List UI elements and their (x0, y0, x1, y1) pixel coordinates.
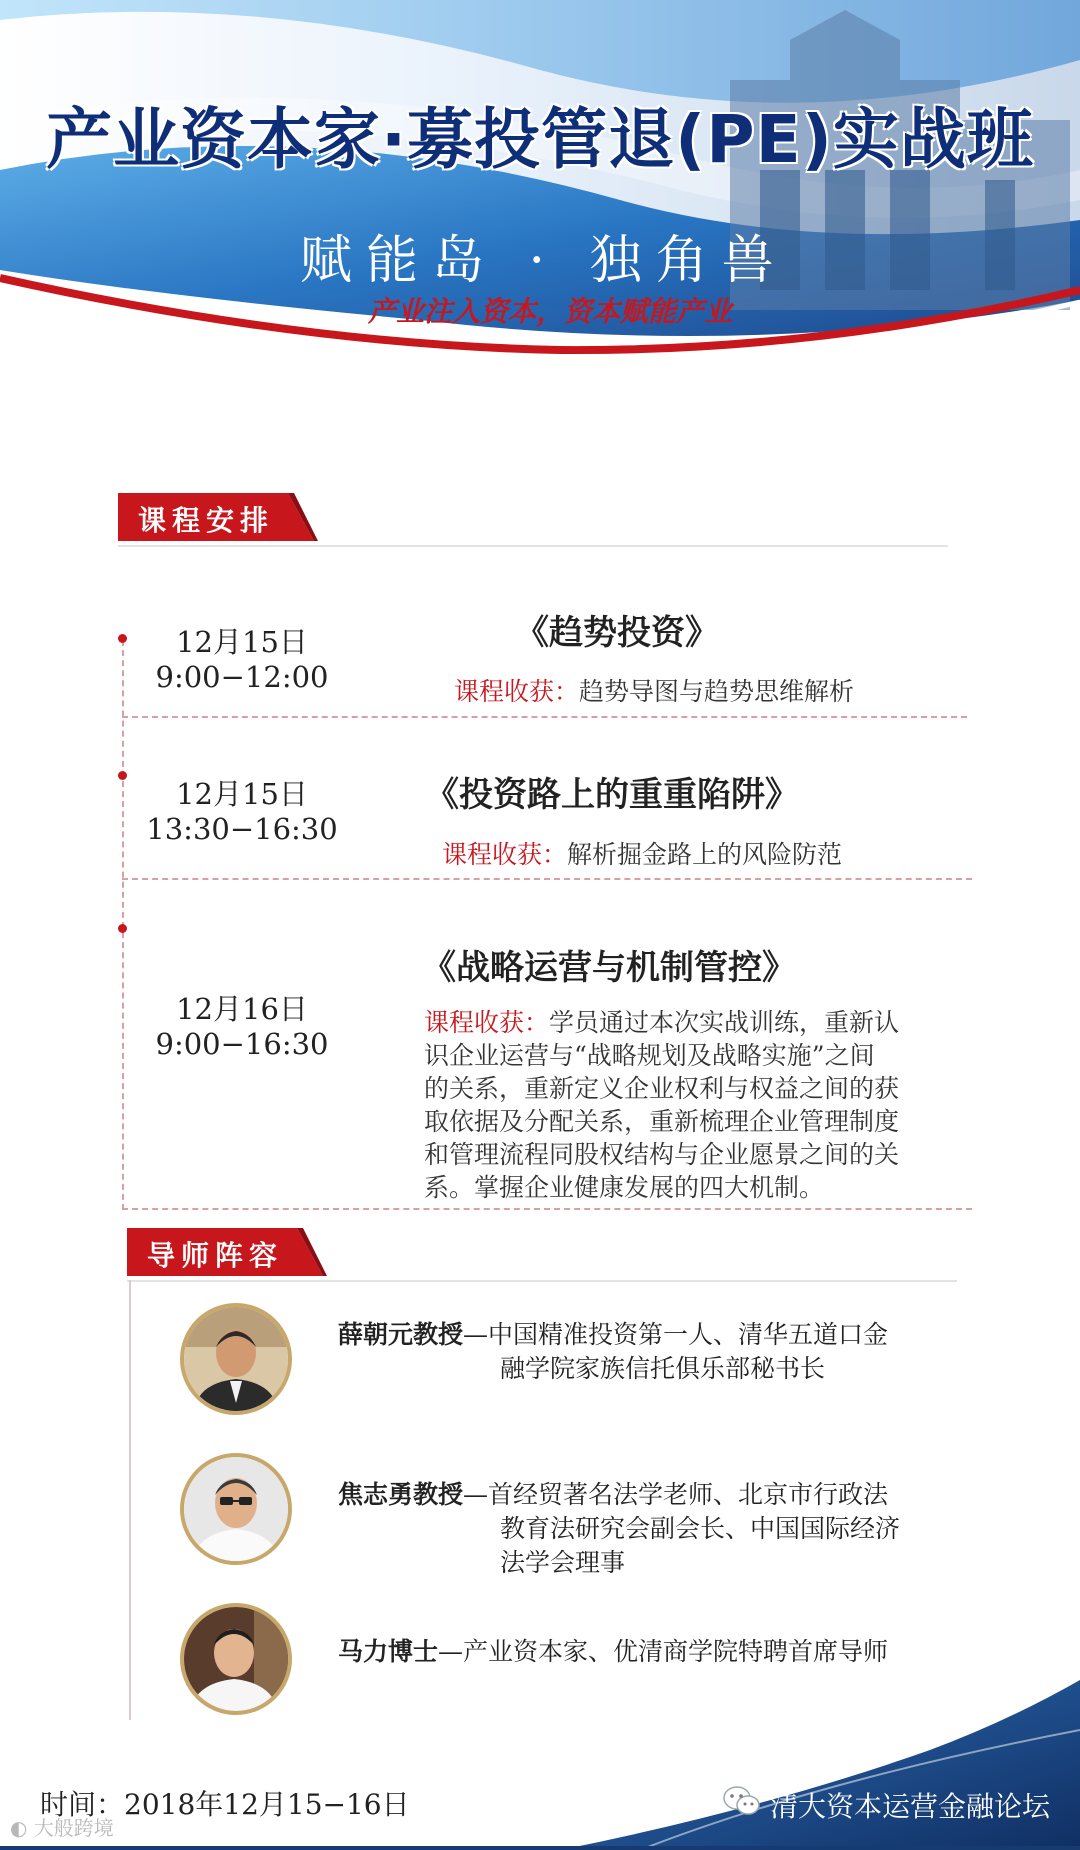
teacher-title: —产业资本家、优清商学院特聘首席导师 (438, 1637, 889, 1666)
session-time: 9:00−12:00 (155, 660, 329, 694)
teacher-title: —首经贸著名法学老师、北京市行政法 (463, 1480, 889, 1509)
banner-slogan: 产业注入资本，资本赋能产业 (367, 295, 732, 328)
session-gain (442, 835, 842, 871)
section-divider (127, 1280, 957, 1282)
event-time: 时间：2018年12月15−16日 (40, 1788, 410, 1821)
desc-line: 系。掌握企业健康发展的四大机制。 (424, 1173, 825, 1202)
session-date: 12月16日 (176, 992, 308, 1026)
banner-subtitle: 赋能岛 · 独角兽 (300, 231, 788, 291)
teacher-name: 焦志勇教授 (338, 1480, 464, 1509)
avatar-icon (180, 1303, 292, 1415)
watermark-logo-icon: ◐ (10, 1816, 34, 1840)
teacher-title-cont: 教育法研究会副会长、中国国际经济 (500, 1514, 901, 1543)
teacher-title-cont: 融学院家族信托俱乐部秘书长 (500, 1354, 826, 1383)
teacher-title: —中国精准投资第一人、清华五道口金 (463, 1320, 889, 1349)
section-tag-schedule (118, 493, 318, 541)
desc-line: 的关系，重新定义企业权利与权益之间的获 (424, 1074, 900, 1103)
session-title: 《战略运营与机制管控》 (422, 948, 796, 988)
teacher-2 (338, 1478, 888, 1512)
session-date: 12月15日 (176, 625, 308, 659)
desc-line: 取依据及分配关系，重新梳理企业管理制度 (424, 1107, 900, 1136)
gain-label: 课程收获： (424, 1008, 550, 1037)
watermark (10, 1812, 114, 1841)
section-label: 导师阵容 (147, 1239, 284, 1272)
session-time: 13:30−16:30 (146, 812, 338, 846)
avatar-icon (180, 1453, 292, 1565)
teacher-title-cont: 法学会理事 (500, 1548, 626, 1577)
session-title: 《投资路上的重重陷阱》 (425, 775, 799, 815)
gain-label: 课程收获： (454, 677, 580, 706)
teacher-1 (338, 1318, 888, 1352)
watermark-text: 大般跨境 (33, 1816, 114, 1840)
session-divider (122, 878, 972, 880)
session-divider (122, 1208, 972, 1210)
teachers-line (129, 1280, 131, 1720)
session-divider (122, 716, 967, 718)
section-divider (118, 545, 948, 547)
gain-text: 解析掘金路上的风险防范 (567, 840, 843, 869)
session-description (424, 1006, 900, 1204)
desc-line: 学员通过本次实战训练，重新认 (549, 1008, 900, 1037)
gain-text: 趋势导图与趋势思维解析 (579, 677, 855, 706)
session-title: 《趋势投资》 (515, 613, 719, 653)
desc-line: 和管理流程同股权结构与企业愿景之间的关 (424, 1140, 900, 1169)
brand-name: 清大资本运营金融论坛 (770, 1790, 1051, 1823)
wechat-icon (722, 1785, 762, 1817)
gain-label: 课程收获： (442, 840, 568, 869)
section-tag-teachers (127, 1228, 327, 1276)
header-banner (0, 0, 1080, 380)
teacher-name: 马力博士 (338, 1637, 439, 1666)
session-date: 12月15日 (176, 777, 308, 811)
session-time: 9:00−16:30 (155, 1027, 329, 1061)
teacher-name: 薛朝元教授 (338, 1320, 464, 1349)
desc-line: 识企业运营与“战略规划及战略实施”之间 (424, 1041, 875, 1070)
session-gain (454, 672, 854, 708)
page-title: 产业资本家·募投管退(PE)实战班 (46, 101, 1034, 178)
timeline-dot-icon (118, 924, 127, 933)
section-label: 课程安排 (138, 504, 275, 537)
